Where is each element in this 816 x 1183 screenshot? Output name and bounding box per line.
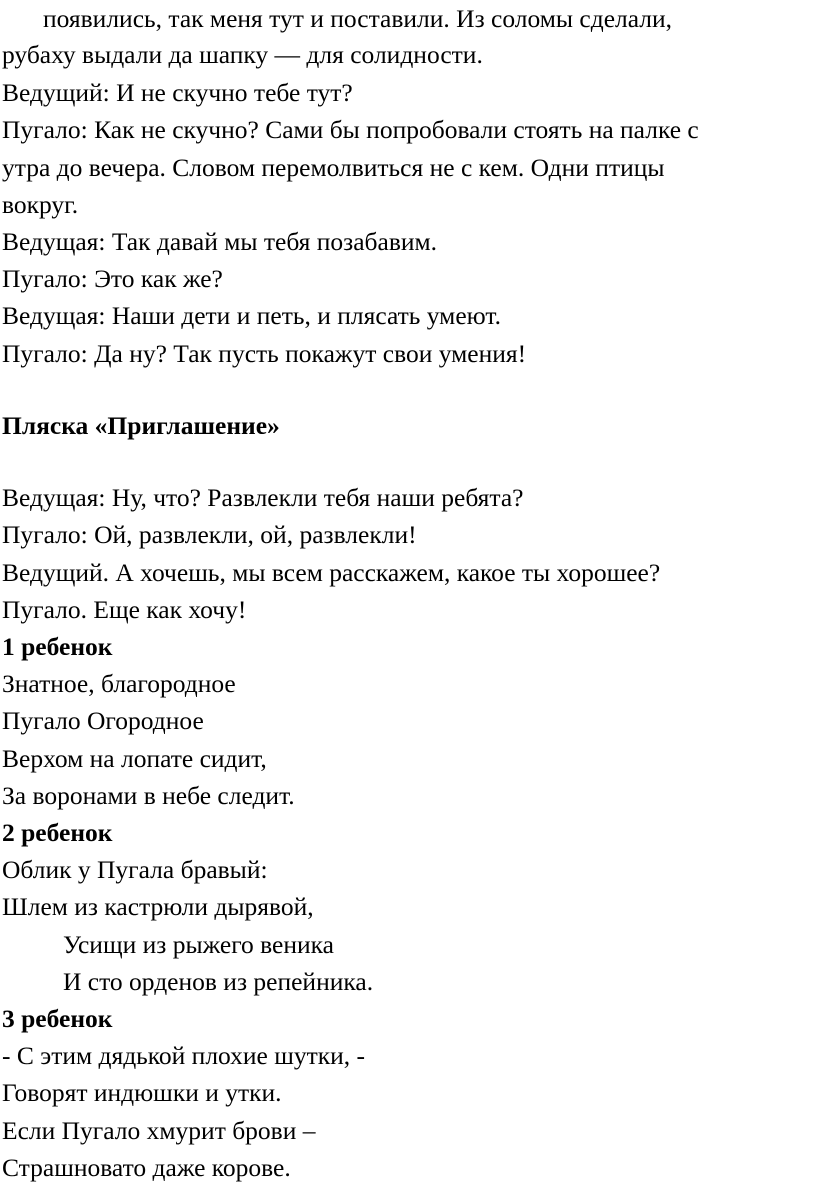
verse-line: За воронами в небе следит.: [2, 781, 295, 810]
text-line: Пугало: Как не скучно? Сами бы попробовали стоять на палке с: [2, 115, 699, 144]
text-line: Ведущий: И не скучно тебе тут?: [2, 78, 353, 107]
verse-line: Облик у Пугала бравый:: [2, 855, 268, 884]
verse-line: Если Пугало хмурит брови –: [2, 1116, 316, 1145]
text-line: Пугало: Ой, развлекли, ой, развлекли!: [2, 520, 417, 549]
text-line: Пугало. Еще как хочу!: [2, 595, 247, 624]
text-line: Ведущая: Наши дети и петь, и плясать умеют.: [2, 301, 501, 330]
text-line: Пугало: Да ну? Так пусть покажут свои умения!: [2, 339, 527, 368]
speaker-heading: 2 ребенок: [2, 818, 113, 847]
text-line: Пугало: Это как же?: [2, 264, 223, 293]
section-heading: Пляска «Приглашение»: [2, 411, 280, 440]
verse-line: Усищи из рыжего веника: [63, 930, 334, 959]
verse-line: Шлем из кастрюли дырявой,: [2, 892, 314, 921]
verse-line: Пугало Огородное: [2, 706, 204, 735]
verse-line: Страшновато даже корове.: [2, 1153, 291, 1182]
verse-line: Знатное, благородное: [2, 669, 236, 698]
verse-line: - С этим дядькой плохие шутки, -: [2, 1041, 366, 1070]
speaker-heading: 1 ребенок: [2, 632, 113, 661]
text-line: рубаху выдали да шапку — для солидности.: [2, 40, 483, 69]
text-line: Ведущая: Ну, что? Развлекли тебя наши ребята?: [2, 483, 524, 512]
verse-line: Говорят индюшки и утки.: [2, 1078, 282, 1107]
text-line: вокруг.: [2, 190, 79, 219]
speaker-heading: 3 ребенок: [2, 1004, 113, 1033]
text-line: Ведущий. А хочешь, мы всем расскажем, какое ты хорошее?: [2, 558, 661, 587]
text-line: появились, так меня тут и поставили. Из соломы сделали,: [43, 4, 673, 33]
text-line: Ведущая: Так давай мы тебя позабавим.: [2, 227, 438, 256]
verse-line: И сто орденов из репейника.: [63, 967, 374, 996]
text-line: утра до вечера. Словом перемолвиться не с кем. Одни птицы: [2, 153, 665, 182]
verse-line: Верхом на лопате сидит,: [2, 744, 267, 773]
